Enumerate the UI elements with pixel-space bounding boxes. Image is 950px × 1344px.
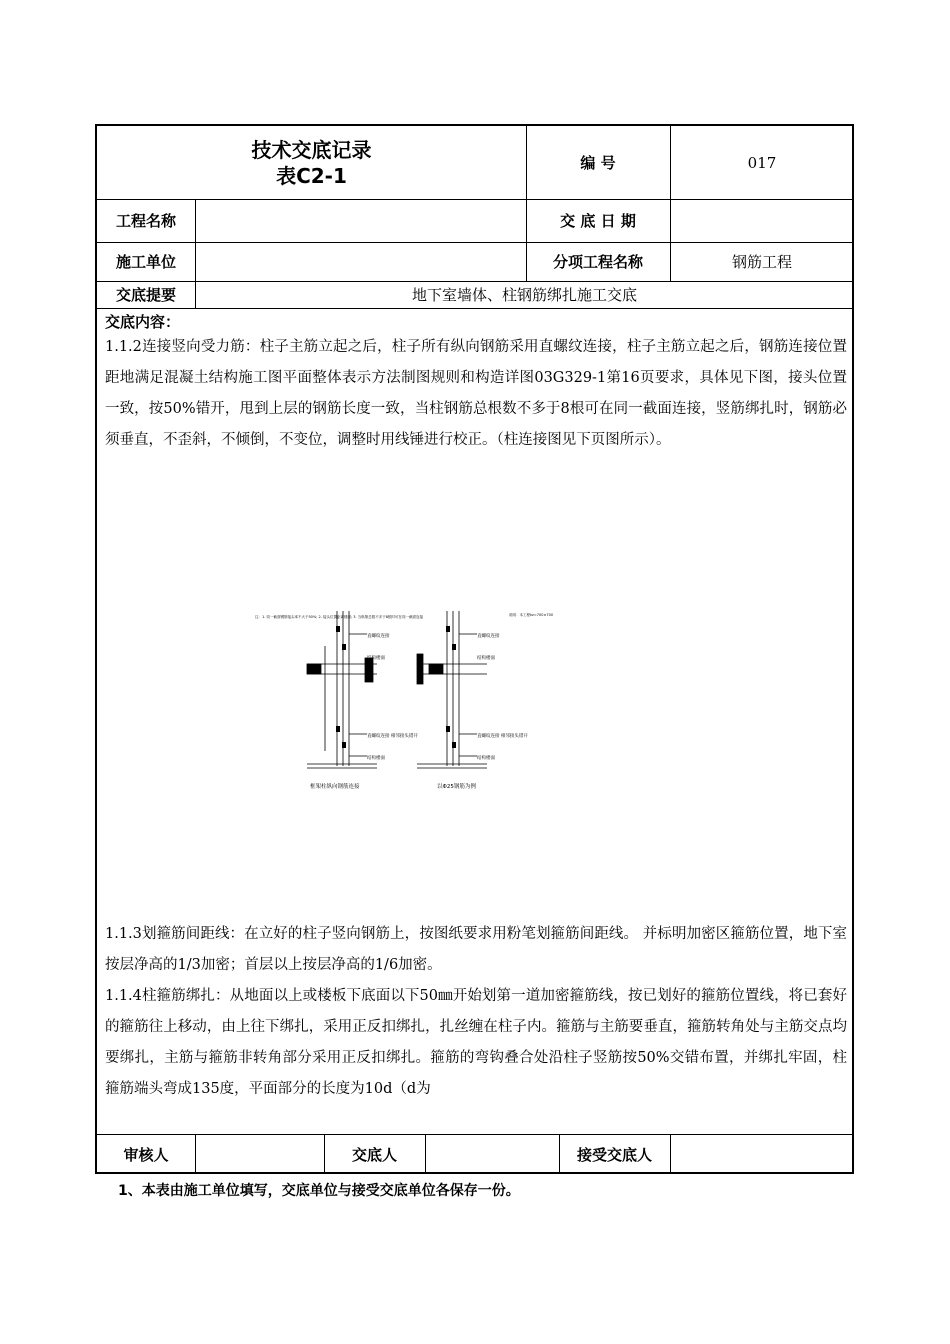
discloser-label: 交底人 bbox=[351, 1145, 397, 1164]
diagram-left-note: 注：1. 同一截面钢筋接头率不大于50%; 2. 接头位置距离楼面; 3. 当纵筋总数不多于8根时可在同一截面连接 bbox=[255, 615, 423, 619]
number-label: 编 号 bbox=[580, 154, 616, 172]
row-divider bbox=[97, 308, 852, 309]
diagram-label-floor-top: 结构楼面 bbox=[367, 656, 385, 661]
diagram-label-floor-top-right: 结构楼面 bbox=[477, 656, 495, 661]
form-title-main: 技术交底记录 bbox=[251, 137, 372, 162]
date-label: 交 底 日 期 bbox=[560, 212, 636, 230]
diagram-label-connect-mid: 直螺纹连接 相邻接头错开 bbox=[367, 734, 418, 739]
subproject-value: 钢筋工程 bbox=[731, 253, 792, 271]
project-name-value bbox=[195, 199, 526, 242]
reviewer-value bbox=[195, 1134, 324, 1174]
disclosure-content-continued bbox=[105, 919, 847, 1105]
content-paragraph-2: 1.1.3划箍筋间距线：在立好的柱子竖向钢筋上，按图纸要求用粉笔划箍筋间距线。 并标明加密区箍筋位置，地下室按层净高的1/3加密；首层以上按层净高的1/6加密。 bbox=[105, 926, 847, 973]
diagram-label-floor-bottom-right: 结构楼面 bbox=[477, 756, 495, 761]
diagram-caption-right: 以Φ25钢筋为例 bbox=[437, 784, 476, 790]
diagram-label-connect-top-right: 直螺纹连接 bbox=[477, 634, 500, 639]
disclosure-content bbox=[105, 312, 847, 456]
contractor-label: 施工单位 bbox=[115, 253, 176, 271]
receiver-value bbox=[670, 1134, 854, 1174]
project-name-label: 工程名称 bbox=[115, 212, 176, 230]
form-footnote: 1、本表由施工单位填写，交底单位与接受交底单位各保存一份。 bbox=[118, 1183, 520, 1199]
content-paragraph-3: 1.1.4柱箍筋绑扎：从地面以上或楼板下底面以下50㎜开始划第一道加密箍筋线，按已划好的箍筋位置线，将已套好的箍筋往上移动，由上往下绑扎，采用正反扣绑扎，扎丝缠在柱子内。箍筋与主筋要垂直，箍筋转角处与主筋交点均要绑扎，主筋与箍筋非转角部分采用正反扣绑扎。箍筋的弯钩叠合处沿柱子竖筋按50%交错布置，并绑扎牢固，柱箍筋端头弯成135度，平面部分的长度为10d（d为 bbox=[105, 988, 847, 1097]
diagram-label-connect-top: 直螺纹连接 bbox=[367, 634, 390, 639]
subproject-label: 分项工程名称 bbox=[552, 253, 643, 271]
contractor-value bbox=[195, 242, 526, 281]
summary-value: 地下室墙体、柱钢筋绑扎施工交底 bbox=[411, 286, 637, 304]
diagram-svg bbox=[247, 606, 587, 806]
disclosure-form bbox=[95, 124, 854, 1174]
column-connection-diagram bbox=[247, 606, 587, 806]
number-value: 017 bbox=[747, 153, 777, 172]
diagram-label-connect-mid-right: 直螺纹连接 相邻接头错开 bbox=[477, 734, 528, 739]
discloser-value bbox=[425, 1134, 559, 1174]
receiver-label: 接受交底人 bbox=[576, 1145, 652, 1164]
form-title bbox=[97, 126, 526, 199]
reviewer-label: 审核人 bbox=[123, 1145, 169, 1164]
date-value bbox=[670, 199, 854, 242]
content-paragraph-1: 1.1.2连接竖向受力筋：柱子主筋立起之后，柱子所有纵向钢筋采用直螺纹连接，柱子主筋立起之后，钢筋连接位置距地满足混凝土结构施工图平面整体表示方法制图规则和构造详图03G329-1第16页要求，具体见下图，接头位置一致，按50%错开，甩到上层的钢筋长度一致，当柱钢筋总根数不多于8根可在同一截面连接，竖筋绑扎时，钢筋必须垂直，不歪斜，不倾倒，不变位，调整时用线锤进行校正。（柱连接图见下页图所示）。 bbox=[105, 339, 847, 448]
diagram-right-note: 说明：本工程kz=700×700 bbox=[509, 613, 554, 617]
content-heading: 交底内容： bbox=[105, 313, 181, 331]
summary-label: 交底提要 bbox=[115, 286, 176, 304]
diagram-caption-left: 框架柱纵向钢筋连接 bbox=[310, 784, 360, 790]
form-title-code: 表C2-1 bbox=[276, 163, 347, 188]
diagram-label-floor-bottom: 结构楼面 bbox=[367, 756, 385, 761]
